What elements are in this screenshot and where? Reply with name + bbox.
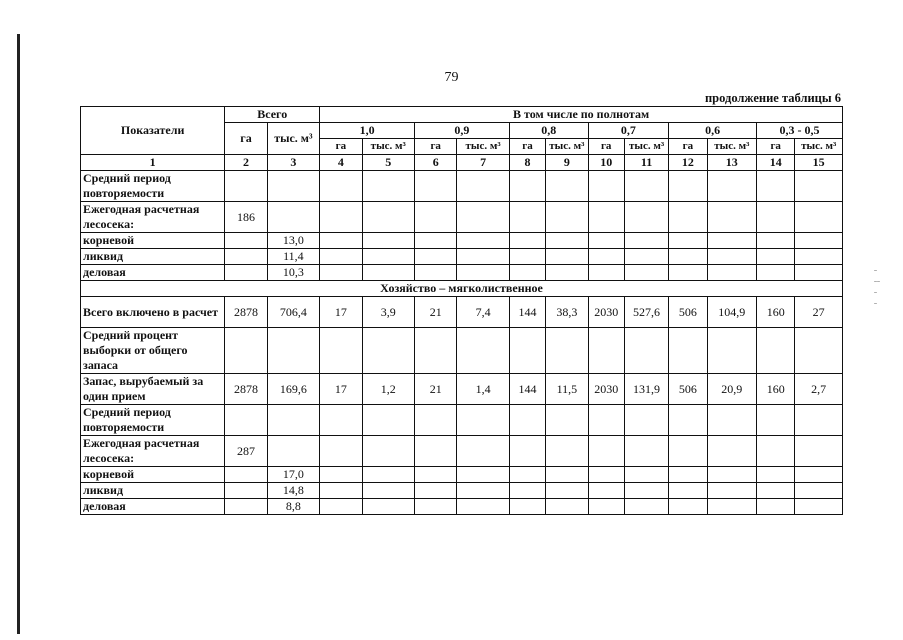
row-value: [757, 467, 795, 483]
row-value: 2,7: [795, 374, 843, 405]
row-value: 506: [669, 374, 707, 405]
row-value: 2878: [225, 374, 267, 405]
table-row: [81, 374, 843, 405]
row-value: [457, 249, 509, 265]
row-value: [707, 202, 756, 233]
table-row: [81, 436, 843, 467]
row-value: [225, 171, 267, 202]
table-row: [81, 249, 843, 265]
header-total-ha: га: [225, 123, 267, 155]
row-value: 131,9: [624, 374, 668, 405]
row-value: [624, 499, 668, 515]
row-label: корневой: [81, 233, 225, 249]
row-value: [707, 467, 756, 483]
row-value: [546, 171, 588, 202]
row-value: [320, 233, 362, 249]
row-value: [757, 233, 795, 249]
row-value: [457, 202, 509, 233]
header-ha: га: [757, 139, 795, 155]
row-label: Запас, вырубаемый за один прием: [81, 374, 225, 405]
row-value: [509, 328, 545, 374]
row-value: [546, 483, 588, 499]
row-value: [267, 328, 319, 374]
row-value: [588, 233, 624, 249]
row-value: [624, 328, 668, 374]
row-value: [320, 405, 362, 436]
row-value: [362, 249, 414, 265]
row-value: [415, 328, 457, 374]
row-value: [267, 405, 319, 436]
row-value: [509, 249, 545, 265]
row-value: [757, 405, 795, 436]
header-indicators: Показатели: [81, 107, 225, 155]
row-label: Всего включено в расчет: [81, 297, 225, 328]
row-value: 8,8: [267, 499, 319, 515]
table-row: [81, 265, 843, 281]
row-value: [624, 265, 668, 281]
header-density: 0,7: [588, 123, 669, 139]
column-number: 11: [624, 155, 668, 171]
row-value: [546, 233, 588, 249]
row-value: [757, 436, 795, 467]
header-ha: га: [320, 139, 362, 155]
row-value: [415, 233, 457, 249]
row-value: [795, 483, 843, 499]
row-value: [320, 436, 362, 467]
row-value: [707, 233, 756, 249]
row-value: [757, 249, 795, 265]
row-value: 14,8: [267, 483, 319, 499]
row-value: [225, 328, 267, 374]
row-value: [415, 467, 457, 483]
row-value: [267, 171, 319, 202]
row-value: [457, 265, 509, 281]
row-value: 17: [320, 297, 362, 328]
row-value: [546, 467, 588, 483]
row-value: [624, 171, 668, 202]
row-label: Ежегодная расчетная лесосека:: [81, 436, 225, 467]
row-value: [320, 499, 362, 515]
column-number: 6: [415, 155, 457, 171]
header-density: 1,0: [320, 123, 415, 139]
row-value: 1,2: [362, 374, 414, 405]
row-value: [415, 202, 457, 233]
row-value: [707, 436, 756, 467]
row-value: 706,4: [267, 297, 319, 328]
continuation-label: продолжение таблицы 6: [704, 91, 841, 105]
row-value: [457, 436, 509, 467]
table-row: [81, 202, 843, 233]
row-value: [588, 405, 624, 436]
row-value: [267, 436, 319, 467]
row-value: [669, 265, 707, 281]
row-value: [707, 265, 756, 281]
table-row: [81, 328, 843, 374]
table-row: [81, 483, 843, 499]
row-value: [320, 202, 362, 233]
column-number: 2: [225, 155, 267, 171]
row-label: Средний процент выборки от общего запаса: [81, 328, 225, 374]
row-value: [415, 436, 457, 467]
header-total: Всего: [225, 107, 320, 123]
row-value: [795, 499, 843, 515]
row-value: [707, 328, 756, 374]
row-value: [546, 405, 588, 436]
row-value: [795, 202, 843, 233]
margin-marks: ˉ ˉˉ ˉ ˉ: [874, 268, 880, 311]
row-value: [457, 328, 509, 374]
row-value: [457, 483, 509, 499]
row-value: [588, 249, 624, 265]
row-value: 2030: [588, 374, 624, 405]
row-value: [588, 328, 624, 374]
row-value: 7,4: [457, 297, 509, 328]
row-value: 2878: [225, 297, 267, 328]
row-value: [624, 483, 668, 499]
table-row: [81, 499, 843, 515]
scan-edge-line: [17, 34, 20, 634]
row-value: [362, 405, 414, 436]
row-value: 17,0: [267, 467, 319, 483]
row-value: [669, 483, 707, 499]
row-label: ликвид: [81, 249, 225, 265]
row-value: [757, 171, 795, 202]
row-value: [669, 499, 707, 515]
row-value: [362, 467, 414, 483]
row-value: [415, 265, 457, 281]
row-value: 20,9: [707, 374, 756, 405]
header-ha: га: [588, 139, 624, 155]
row-value: [669, 233, 707, 249]
row-value: [225, 405, 267, 436]
row-value: [588, 483, 624, 499]
section-title: Хозяйство – мягколиственное: [81, 281, 843, 297]
header-ha: га: [415, 139, 457, 155]
column-number: 9: [546, 155, 588, 171]
row-value: [415, 499, 457, 515]
row-value: [546, 202, 588, 233]
row-label: Ежегодная расчетная лесосека:: [81, 202, 225, 233]
row-value: [707, 499, 756, 515]
row-value: [509, 171, 545, 202]
row-value: [588, 499, 624, 515]
row-value: [225, 265, 267, 281]
row-value: [707, 171, 756, 202]
row-value: [707, 249, 756, 265]
row-label: Средний период повторяемости: [81, 405, 225, 436]
row-value: [669, 328, 707, 374]
row-value: [757, 202, 795, 233]
row-value: [362, 483, 414, 499]
forest-table: [80, 106, 843, 515]
row-value: [320, 265, 362, 281]
table-row: [81, 297, 843, 328]
row-value: [457, 405, 509, 436]
header-ha: га: [669, 139, 707, 155]
row-value: [795, 405, 843, 436]
row-value: [795, 467, 843, 483]
row-value: 144: [509, 374, 545, 405]
row-value: [624, 467, 668, 483]
row-value: [509, 202, 545, 233]
column-number: 14: [757, 155, 795, 171]
header-density: 0,8: [509, 123, 588, 139]
row-value: [588, 467, 624, 483]
header-volume: тыс. м³: [546, 139, 588, 155]
row-value: 21: [415, 374, 457, 405]
row-value: 160: [757, 374, 795, 405]
header-by-density: В том числе по полнотам: [320, 107, 843, 123]
row-value: 17: [320, 374, 362, 405]
row-value: [546, 499, 588, 515]
row-value: [669, 436, 707, 467]
row-value: [624, 233, 668, 249]
row-label: ликвид: [81, 483, 225, 499]
header-volume: тыс. м³: [707, 139, 756, 155]
column-number: 13: [707, 155, 756, 171]
row-value: [588, 436, 624, 467]
row-label: корневой: [81, 467, 225, 483]
row-value: 144: [509, 297, 545, 328]
column-number: 15: [795, 155, 843, 171]
row-value: 160: [757, 297, 795, 328]
column-number: 1: [81, 155, 225, 171]
row-value: 11,5: [546, 374, 588, 405]
row-value: [757, 483, 795, 499]
row-value: [225, 499, 267, 515]
row-label: деловая: [81, 499, 225, 515]
header-total-volume: тыс. м³: [267, 123, 319, 155]
row-value: [320, 467, 362, 483]
row-value: 10,3: [267, 265, 319, 281]
row-value: [457, 171, 509, 202]
row-value: [362, 328, 414, 374]
header-density: 0,3 - 0,5: [757, 123, 843, 139]
row-value: [546, 328, 588, 374]
row-value: [225, 483, 267, 499]
row-value: 2030: [588, 297, 624, 328]
row-value: [588, 202, 624, 233]
row-value: [795, 328, 843, 374]
row-value: [362, 171, 414, 202]
row-value: [415, 171, 457, 202]
row-value: [707, 483, 756, 499]
row-value: [225, 467, 267, 483]
row-value: [225, 233, 267, 249]
row-value: 11,4: [267, 249, 319, 265]
row-value: [757, 328, 795, 374]
row-value: [795, 249, 843, 265]
row-value: [457, 499, 509, 515]
row-value: 104,9: [707, 297, 756, 328]
row-value: 186: [225, 202, 267, 233]
header-ha: га: [509, 139, 545, 155]
row-value: [320, 483, 362, 499]
row-value: 38,3: [546, 297, 588, 328]
row-value: 13,0: [267, 233, 319, 249]
row-value: [795, 233, 843, 249]
row-value: [509, 483, 545, 499]
row-value: [415, 249, 457, 265]
row-value: [320, 171, 362, 202]
row-value: [624, 249, 668, 265]
section-row: [81, 281, 843, 297]
row-value: 3,9: [362, 297, 414, 328]
row-value: [509, 265, 545, 281]
row-value: [362, 265, 414, 281]
row-value: [415, 405, 457, 436]
page-number: 79: [444, 70, 459, 85]
header-volume: тыс. м³: [362, 139, 414, 155]
row-value: [509, 233, 545, 249]
table-row: [81, 233, 843, 249]
row-value: [362, 436, 414, 467]
row-value: [669, 202, 707, 233]
row-label: Средний период повторяемости: [81, 171, 225, 202]
row-value: [509, 405, 545, 436]
row-value: 1,4: [457, 374, 509, 405]
row-value: [624, 202, 668, 233]
row-value: [795, 171, 843, 202]
row-value: [757, 499, 795, 515]
column-number: 7: [457, 155, 509, 171]
table-row: [81, 467, 843, 483]
column-number: 12: [669, 155, 707, 171]
row-value: 169,6: [267, 374, 319, 405]
row-value: [588, 265, 624, 281]
row-value: 506: [669, 297, 707, 328]
row-value: [795, 265, 843, 281]
column-number: 4: [320, 155, 362, 171]
row-value: [362, 233, 414, 249]
row-value: [362, 202, 414, 233]
column-number: 5: [362, 155, 414, 171]
row-value: [320, 328, 362, 374]
row-value: [588, 171, 624, 202]
header-volume: тыс. м³: [457, 139, 509, 155]
column-number: 3: [267, 155, 319, 171]
table-row: [81, 171, 843, 202]
row-value: [669, 405, 707, 436]
row-value: [669, 249, 707, 265]
row-value: [546, 265, 588, 281]
row-value: [546, 249, 588, 265]
row-value: 527,6: [624, 297, 668, 328]
row-value: 21: [415, 297, 457, 328]
row-value: [267, 202, 319, 233]
row-value: [415, 483, 457, 499]
row-value: [225, 249, 267, 265]
row-value: [707, 405, 756, 436]
table-row: [81, 405, 843, 436]
row-value: [509, 467, 545, 483]
row-value: [669, 171, 707, 202]
row-value: [457, 233, 509, 249]
row-value: [624, 436, 668, 467]
row-value: [795, 436, 843, 467]
row-value: 27: [795, 297, 843, 328]
row-value: [546, 436, 588, 467]
row-value: [669, 467, 707, 483]
header-density: 0,6: [669, 123, 757, 139]
row-label: деловая: [81, 265, 225, 281]
row-value: [362, 499, 414, 515]
header-volume: тыс. м³: [624, 139, 668, 155]
column-number: 8: [509, 155, 545, 171]
row-value: [457, 467, 509, 483]
row-value: [757, 265, 795, 281]
row-value: [320, 249, 362, 265]
header-volume: тыс. м³: [795, 139, 843, 155]
column-number: 10: [588, 155, 624, 171]
row-value: [624, 405, 668, 436]
row-value: [509, 499, 545, 515]
row-value: 287: [225, 436, 267, 467]
row-value: [509, 436, 545, 467]
header-density: 0,9: [415, 123, 510, 139]
